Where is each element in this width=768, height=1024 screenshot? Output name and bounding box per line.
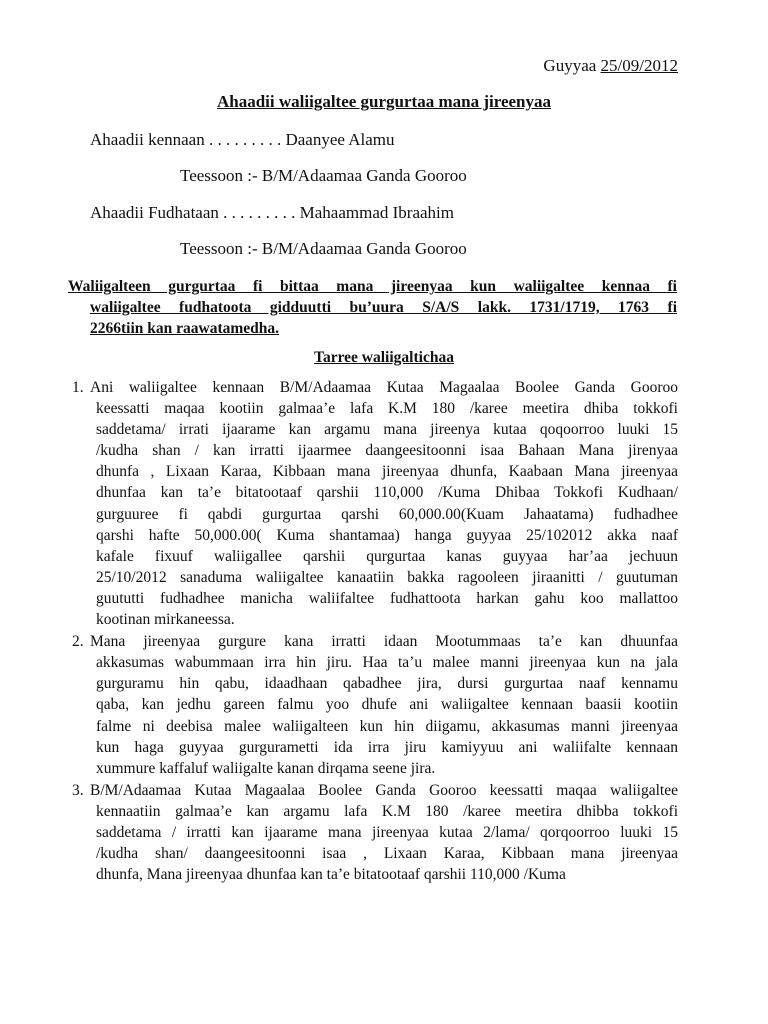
term-text	[90, 377, 678, 630]
term-line: gurguramu hin qabu, idaadhaan qabadhee jira, dursi gurgurtaa naaf kennamu	[96, 675, 678, 693]
term-line: dhunfa , Lixaan Karaa, Kibbaan mana jireenyaa dhunfa, Kaabaan Mana jireenyaa	[96, 463, 678, 481]
term-number: 3.	[72, 781, 84, 799]
term-line: 25/10/2012 sanaduma waliigaltee kanaatiin bakka ragooleen jiraanitti / guutuman	[96, 568, 678, 586]
term-line: qarshi hafte 50,000.00( Kuma shantamaa) hanga guyyaa 25/102012 akka naaf	[96, 526, 678, 544]
term-number: 2.	[72, 633, 84, 651]
term-line: Mana jireenyaa gurgure kana irratti idaan Mootummaas ta’e kan dhuunfaa	[90, 633, 678, 651]
terms-list	[72, 377, 678, 886]
term-line: kootinan mirkaneessa.	[96, 611, 235, 629]
intro-line-2: waliigaltee fudhatoota gidduutti bu’uura S/A/S lakk. 1731/1719, 1763 fi	[90, 299, 677, 316]
intro-line-3: 2266tiin kan raawatamedha.	[90, 320, 280, 337]
term-number: 1.	[72, 379, 84, 396]
term-line: B/M/Adaamaa Kutaa Magaalaa Boolee Ganda Gooroo keessatti maqaa waliigaltee	[90, 781, 678, 799]
term-line: guututti fudhadhee manicha waliifaltee fudhattoota harkan gahu koo mallattoo	[96, 589, 678, 607]
term-item	[72, 631, 678, 779]
section-title: Tarree waliigaltichaa	[314, 349, 454, 366]
term-line: /kudha shan / kan irratti ijaarmee daangeesitoonni isaa Bahaan Mana jirenyaa	[96, 442, 678, 460]
intro-line-1: Waliigalteen gurgurtaa fi bittaa mana jireenyaa kun waliigaltee kennaa fi	[68, 278, 677, 295]
term-line: dhunfaa kan ta’e bitatootaaf qarshii 110,000 /Kuma Dhibaa Tokkofi Kudhaan/	[96, 484, 678, 502]
term-item	[72, 377, 678, 630]
term-line: qaba, kan jedhu gareen falmu yoo dhufe ani waliigaltee kennaan baasii kootiin	[96, 696, 678, 714]
term-line: xummure kaffaluf waliigalte kanan dirqama seene jira.	[96, 759, 436, 777]
term-line: keessatti maqaa kootiin galmaa’e lafa K.M 180 /karee meetira dhiba tokkofi	[96, 400, 678, 418]
term-line: kun haga guyyaa gurgurametti ida irra jiru kamiyyuu ani waliifalte kennaan	[96, 738, 678, 756]
term-text	[90, 780, 678, 885]
seller-address: Teessoon :- B/M/Adaamaa Ganda Gooroo	[180, 166, 467, 185]
term-line: /kudha shan/ daangeesitoonni isaa , Lixaan Karaa, Kibbaan mana jireenyaa	[96, 845, 678, 863]
date-value: 25/09/2012	[600, 56, 678, 75]
term-line: kafale fixuuf waliigallee qarshii qurgurtaa kanas guyyaa har’aa jechuun	[96, 547, 678, 565]
document-title: Ahaadii waliigaltee gurgurtaa mana jireenyaa	[217, 92, 551, 111]
term-item	[72, 780, 678, 885]
term-line: falme ni deebisa malee waliigalteen kun hin diigamu, akkasumas manni jireenyaa	[96, 717, 678, 735]
term-line: saddetama/ irrati ijaarame kan argamu mana jireenya kutaa qoqoorroo luuki 15	[96, 421, 678, 439]
document-date	[543, 56, 678, 76]
intro-paragraph	[68, 276, 677, 339]
term-line: dhunfa, Mana jireenyaa dhunfaa kan ta’e bitatootaaf qarshii 110,000 /Kuma	[96, 866, 566, 884]
seller-line: Ahaadii kennaan . . . . . . . . . Daanyee Alamu	[90, 130, 395, 149]
term-line: gurguuree fi qabdi gurgurtaa qarshi 60,000.00(Kuam Jahaatama) fudhadhee	[96, 505, 678, 523]
term-line: akkasumas wabummaan irra hin jiru. Haa ta’u malee manni jireenyaa kun na jala	[96, 654, 678, 672]
term-text	[90, 631, 678, 779]
buyer-line: Ahaadii Fudhataan . . . . . . . . . Mahaammad Ibraahim	[90, 203, 454, 222]
buyer-address: Teessoon :- B/M/Adaamaa Ganda Gooroo	[180, 239, 467, 258]
date-label: Guyyaa	[543, 56, 597, 75]
term-line: Ani waliigaltee kennaan B/M/Adaamaa Kutaa Magaalaa Boolee Ganda Gooroo	[90, 379, 678, 396]
term-line: kennaatiin galmaa’e kan argamu lafa K.M 180 /karee meetira dhibba tokkofi	[96, 802, 678, 820]
term-line: saddetama / irratti kan ijaarame mana jireenyaa kutaa 2/lama/ qorqoorroo luuki 15	[96, 823, 678, 841]
